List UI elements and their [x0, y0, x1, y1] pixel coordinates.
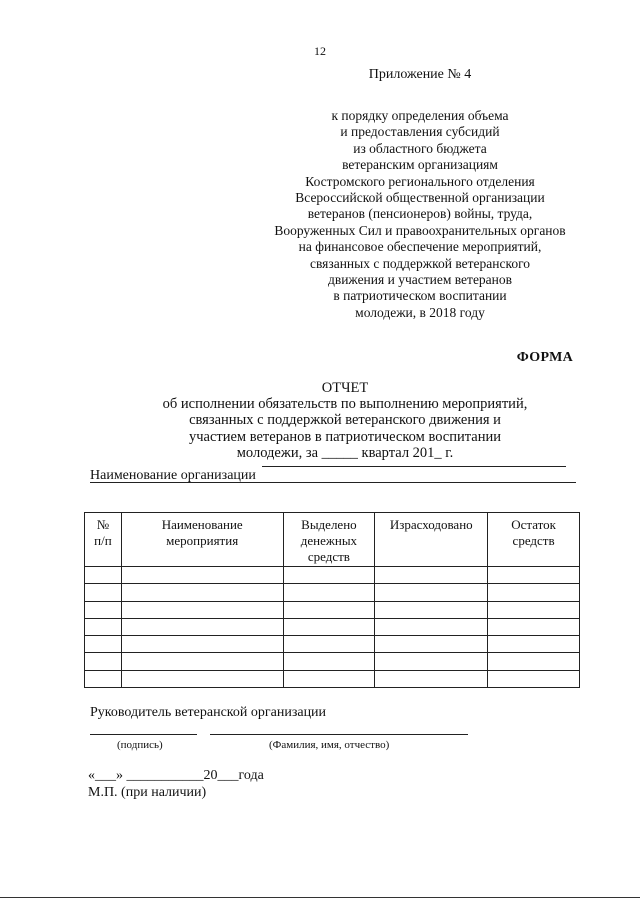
header-text: средств [512, 533, 555, 548]
annex-description-line: молодежи, в 2018 году [355, 304, 485, 320]
table-cell-col-event-name[interactable] [121, 618, 283, 635]
table-header-row [85, 513, 580, 567]
report-subtitle-line: связанных с поддержкой ветеранского движения и [189, 412, 501, 429]
table-row [85, 601, 580, 618]
table-cell-col-allocated[interactable] [283, 636, 375, 653]
report-table [84, 512, 580, 688]
table-cell-col-remainder[interactable] [488, 618, 580, 635]
table-cell-col-allocated[interactable] [283, 653, 375, 670]
organization-name-line[interactable] [262, 466, 566, 467]
header-text: п/п [94, 533, 112, 548]
header-col-remainder [488, 513, 580, 567]
table-row [85, 567, 580, 584]
annex-description-line: к порядку определения объема [331, 108, 509, 123]
annex-description-line: в патриотическом воспитании [333, 288, 507, 304]
report-subtitle [150, 396, 540, 461]
table-cell-col-allocated[interactable] [283, 567, 375, 584]
table-cell-col-event-name[interactable] [121, 567, 283, 584]
table-cell-col-number[interactable] [85, 618, 122, 635]
table-cell-col-spent[interactable] [375, 618, 488, 635]
table-row [85, 618, 580, 635]
report-title-block [150, 380, 540, 461]
table-cell-col-spent[interactable] [375, 670, 488, 687]
table-cell-col-spent[interactable] [375, 636, 488, 653]
table-cell-col-event-name[interactable] [121, 601, 283, 618]
table-cell-col-allocated[interactable] [283, 601, 375, 618]
header-text: Остаток [511, 517, 556, 532]
full-name-line[interactable] [210, 734, 468, 735]
table-row [85, 636, 580, 653]
table-row [85, 653, 580, 670]
annex-description-line: ветеранским организациям [342, 157, 498, 173]
signature-line[interactable] [90, 734, 197, 735]
header-col-allocated [283, 513, 375, 567]
page-number: 12 [314, 44, 326, 58]
annex-description-line: Костромского регионального отделения [305, 173, 535, 189]
form-label: ФОРМА [516, 350, 573, 365]
annex-description-line: Всероссийской общественной организации [295, 190, 545, 206]
table-cell-col-spent[interactable] [375, 601, 488, 618]
organization-name-line-2[interactable] [90, 482, 576, 483]
table-cell-col-allocated[interactable] [283, 584, 375, 601]
table-cell-col-spent[interactable] [375, 653, 488, 670]
report-subtitle-line: молодежи, за _____ квартал 201_ г. [236, 444, 454, 461]
table-cell-col-remainder[interactable] [488, 670, 580, 687]
annex-description-line: ветеранов (пенсионеров) войны, труда, [307, 206, 533, 222]
annex-description [250, 108, 590, 321]
table-row [85, 670, 580, 687]
annex-title: Приложение № 4 [368, 67, 472, 82]
header-text: Выделено [301, 517, 357, 532]
annex-description-line: на финансовое обеспечение мероприятий, [298, 239, 542, 255]
table-cell-col-number[interactable] [85, 670, 122, 687]
report-subtitle-line: об исполнении обязательств по выполнению мероприятий, [162, 396, 528, 413]
table-body [85, 567, 580, 688]
annex-description-line: движения и участием ветеранов [327, 272, 513, 288]
table-cell-col-remainder[interactable] [488, 653, 580, 670]
date-line: «___» ___________20___года [88, 768, 264, 783]
page-bottom-rule [0, 897, 640, 898]
table-cell-col-spent[interactable] [375, 584, 488, 601]
stamp-label: М.П. (при наличии) [88, 785, 207, 800]
organization-label: Наименование организации [90, 468, 256, 483]
header-text: мероприятия [166, 533, 239, 548]
annex-description-line: связанных с поддержкой ветеранского [309, 255, 531, 271]
table-row [85, 584, 580, 601]
table-cell-col-remainder[interactable] [488, 601, 580, 618]
table-cell-col-number[interactable] [85, 636, 122, 653]
table-cell-col-remainder[interactable] [488, 636, 580, 653]
table-cell-col-allocated[interactable] [283, 618, 375, 635]
report-subtitle-line: участием ветеранов в патриотическом воспитании [188, 428, 501, 445]
report-title: ОТЧЕТ [321, 380, 369, 396]
table-cell-col-number[interactable] [85, 567, 122, 584]
table-cell-col-event-name[interactable] [121, 670, 283, 687]
header-text: Наименование [161, 517, 243, 532]
header-text: № [96, 517, 110, 532]
table-cell-col-spent[interactable] [375, 567, 488, 584]
table-cell-col-remainder[interactable] [488, 567, 580, 584]
table-cell-col-allocated[interactable] [283, 670, 375, 687]
header-col-event-name [121, 513, 283, 567]
header-col-number [85, 513, 122, 567]
table-cell-col-event-name[interactable] [121, 584, 283, 601]
header-text: денежных [300, 533, 358, 548]
table-cell-col-event-name[interactable] [121, 653, 283, 670]
table-cell-col-event-name[interactable] [121, 636, 283, 653]
signature-caption: (подпись) [117, 739, 163, 751]
table-cell-col-remainder[interactable] [488, 584, 580, 601]
header-text: Израсходовано [389, 517, 473, 532]
annex-description-line: и предоставления субсидий [340, 124, 500, 140]
annex-description-line: из областного бюджета [353, 140, 487, 156]
signature-label: Руководитель ветеранской организации [90, 705, 327, 720]
table-cell-col-number[interactable] [85, 601, 122, 618]
header-text: средств [307, 549, 350, 564]
annex-description-line: Вооруженных Сил и правоохранительных органов [274, 222, 566, 238]
full-name-caption: (Фамилия, имя, отчество) [269, 739, 390, 751]
table-cell-col-number[interactable] [85, 584, 122, 601]
table-cell-col-number[interactable] [85, 653, 122, 670]
header-col-spent [375, 513, 488, 567]
